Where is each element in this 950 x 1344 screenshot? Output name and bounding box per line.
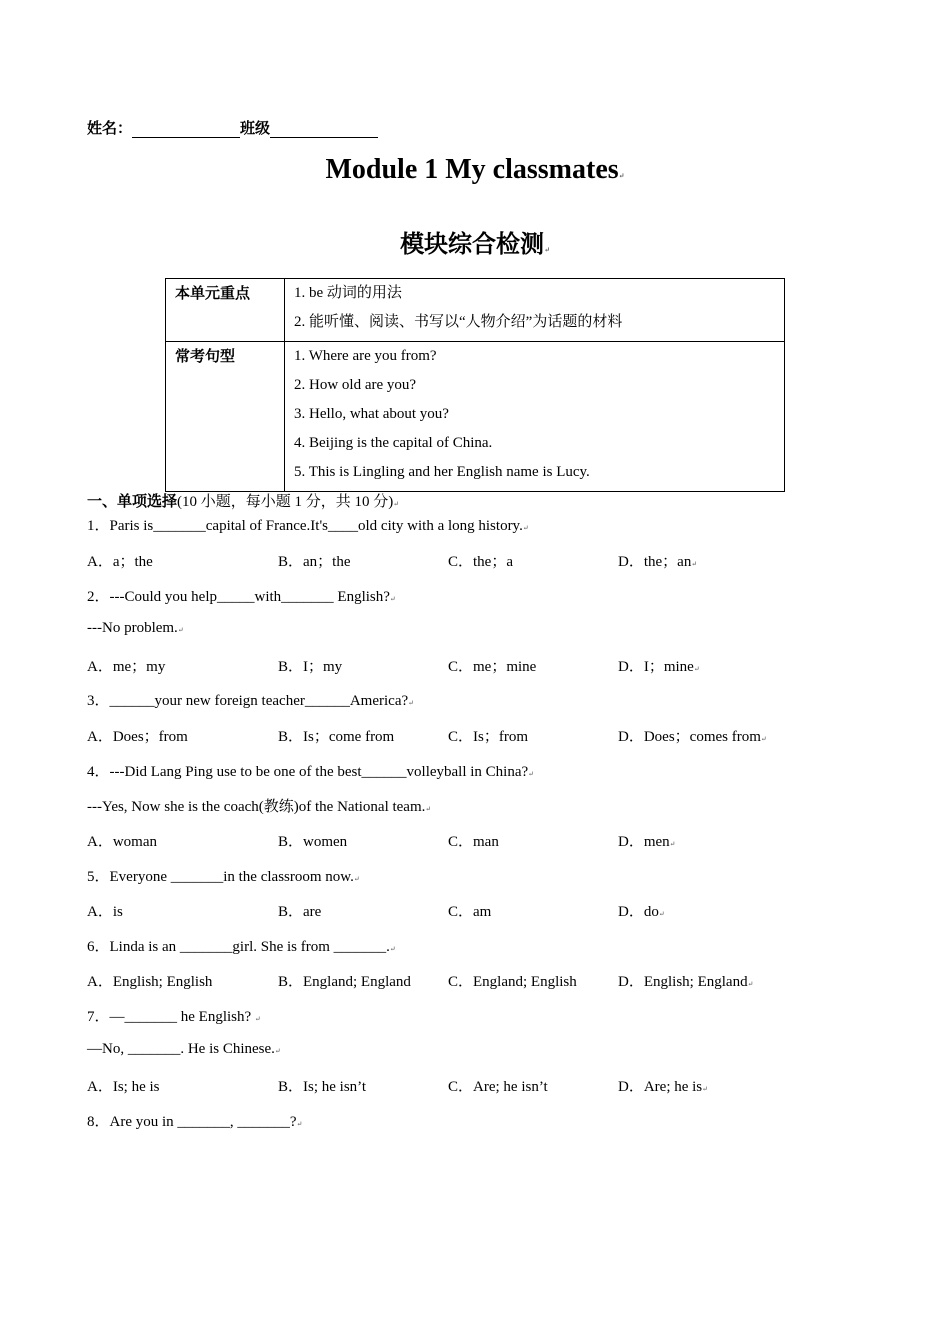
module-title: Module 1 My classmates↵ [325, 154, 625, 185]
sentence-pattern-item: 2. How old are you? [294, 377, 417, 393]
option-a[interactable]: A．a；the [87, 554, 153, 570]
option-d[interactable]: D．Does；comes from↵ [618, 729, 767, 745]
question-7: 7．—_______ he English? ↵ [87, 1009, 261, 1025]
option-b[interactable]: B．are [278, 904, 322, 920]
option-b[interactable]: B．England; England [278, 974, 411, 990]
option-b[interactable]: B．Is；come from [278, 729, 395, 745]
sentence-pattern-item: 5. This is Lingling and her English name is Lucy. [294, 464, 590, 480]
sentence-pattern-item: 1. Where are you from? [294, 348, 437, 364]
option-b[interactable]: B．an；the [278, 554, 351, 570]
name-label: 姓名： [87, 121, 133, 137]
key-points-content [285, 279, 785, 342]
section-heading: 一、单项选择(10 小题，每小题 1 分，共 10 分)↵ [87, 494, 400, 510]
sentence-pattern-item: 3. Hello, what about you? [294, 406, 449, 422]
question-8: 8．Are you in _______, _______?↵ [87, 1114, 303, 1130]
option-d[interactable]: D．the；an↵ [618, 554, 698, 570]
key-point-item: 1. be 动词的用法 [294, 285, 402, 301]
name-class-line [87, 117, 378, 138]
option-c[interactable]: C．man [448, 834, 499, 850]
option-d[interactable]: D．do↵ [618, 904, 665, 920]
option-a[interactable]: A．woman [87, 834, 157, 850]
question-7-reply: —No, _______. He is Chinese.↵ [87, 1041, 281, 1057]
question-2: 2．---Could you help_____with_______ English?↵ [87, 589, 396, 605]
option-a[interactable]: A．Does；from [87, 729, 188, 745]
option-c[interactable]: C．England; English [448, 974, 577, 990]
key-points-header: 本单元重点 [166, 279, 285, 342]
option-b[interactable]: B．Is; he isn’t [278, 1079, 367, 1095]
key-points-row [166, 279, 785, 342]
sentence-patterns-header: 常考句型 [166, 342, 285, 492]
option-a[interactable]: A．is [87, 904, 123, 920]
question-6: 6．Linda is an _______girl. She is from _______.↵ [87, 939, 396, 955]
sentence-patterns-content [285, 342, 785, 492]
option-d[interactable]: D．men↵ [618, 834, 676, 850]
option-a[interactable]: A．Is; he is [87, 1079, 160, 1095]
test-subtitle: 模块综合检测↵ [400, 232, 550, 258]
question-3: 3．______your new foreign teacher______America?↵ [87, 693, 415, 709]
key-point-item: 2. 能听懂、阅读、书写以“人物介绍”为话题的材料 [294, 314, 623, 330]
question-5: 5．Everyone _______in the classroom now.↵ [87, 869, 360, 885]
option-b[interactable]: B．women [278, 834, 348, 850]
unit-info-table [165, 278, 785, 492]
option-c[interactable]: C．me；mine [448, 659, 537, 675]
question-4-reply: ---Yes, Now she is the coach(教练)of the National team.↵ [87, 799, 432, 815]
name-blank[interactable] [132, 123, 240, 138]
option-c[interactable]: C．am [448, 904, 492, 920]
option-c[interactable]: C．Is；from [448, 729, 528, 745]
option-a[interactable]: A．me；my [87, 659, 166, 675]
sentence-pattern-item: 4. Beijing is the capital of China. [294, 435, 493, 451]
option-b[interactable]: B．I；my [278, 659, 343, 675]
option-c[interactable]: C．Are; he isn’t [448, 1079, 548, 1095]
question-1: 1．Paris is_______capital of France.It's____old city with a long history.↵ [87, 518, 529, 534]
class-blank[interactable] [270, 123, 378, 138]
option-d[interactable]: D．I；mine↵ [618, 659, 700, 675]
option-a[interactable]: A．English; English [87, 974, 213, 990]
option-d[interactable]: D．Are; he is↵ [618, 1079, 709, 1095]
question-2-reply: ---No problem.↵ [87, 620, 184, 636]
option-d[interactable]: D．English; England↵ [618, 974, 754, 990]
sentence-patterns-row [166, 342, 785, 492]
class-label: 班级 [240, 121, 271, 137]
question-4: 4．---Did Lang Ping use to be one of the best______volleyball in China?↵ [87, 764, 535, 780]
option-c[interactable]: C．the；a [448, 554, 513, 570]
